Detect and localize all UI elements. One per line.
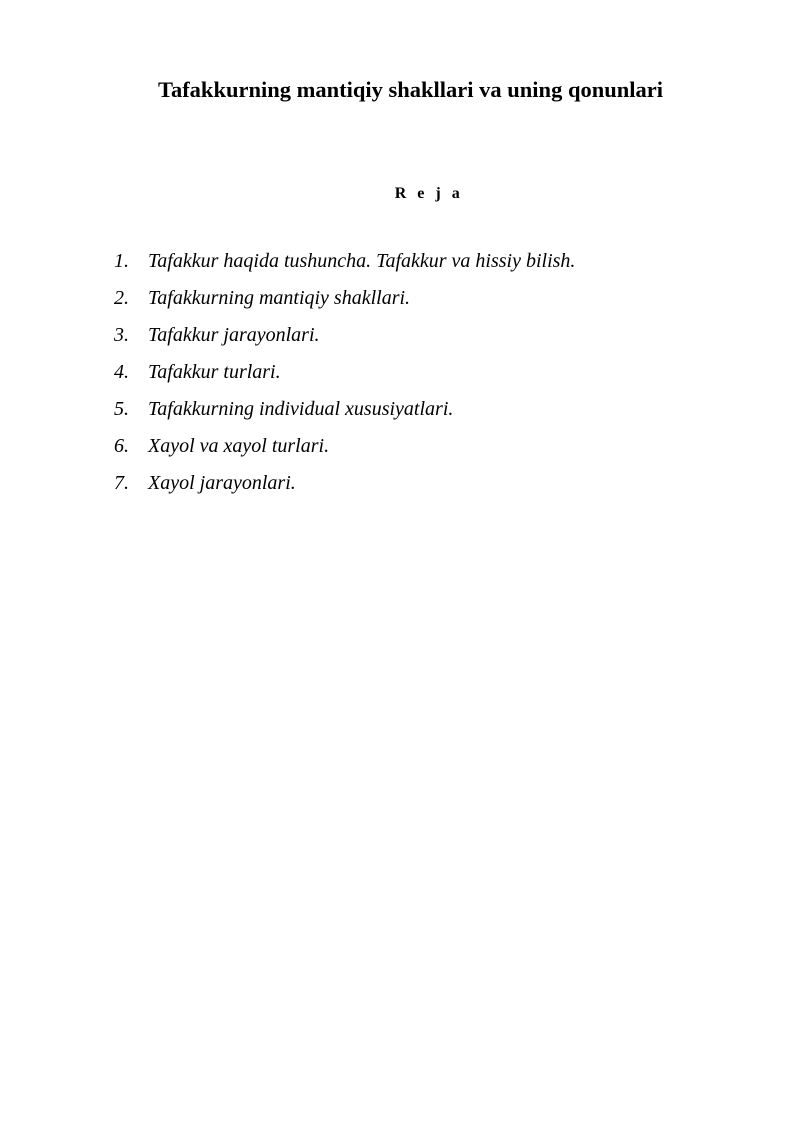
- plan-list: [114, 249, 575, 508]
- plan-item: [114, 397, 575, 434]
- plan-item-text: Xayol jarayonlari.: [148, 472, 296, 494]
- plan-item-text: Tafakkurning individual xususiyatlari.: [148, 398, 454, 420]
- plan-item-text: Tafakkurning mantiqiy shakllari.: [148, 287, 411, 309]
- plan-item: [114, 249, 575, 286]
- plan-item-number: 3.: [114, 324, 129, 346]
- plan-item-number: 1.: [114, 250, 129, 272]
- plan-item-number: 2.: [114, 287, 129, 309]
- plan-item-number: 7.: [114, 472, 129, 494]
- plan-item: [114, 360, 575, 397]
- plan-item-number: 6.: [114, 435, 129, 457]
- plan-item-text: Tafakkur haqida tushuncha. Tafakkur va hissiy bilish.: [148, 250, 576, 272]
- plan-item-number: 4.: [114, 361, 129, 383]
- plan-item-number: 5.: [114, 398, 129, 420]
- plan-item-text: Xayol va xayol turlari.: [148, 435, 330, 457]
- plan-item: [114, 434, 575, 471]
- document-title: Tafakkurning mantiqiy shakllari va uning qonunlari: [158, 77, 663, 102]
- plan-item: [114, 323, 575, 360]
- plan-heading: R e j a: [394, 185, 464, 202]
- plan-item-text: Tafakkur jarayonlari.: [148, 324, 320, 346]
- plan-item: [114, 286, 575, 323]
- plan-item-text: Tafakkur turlari.: [148, 361, 281, 383]
- plan-item: [114, 471, 575, 508]
